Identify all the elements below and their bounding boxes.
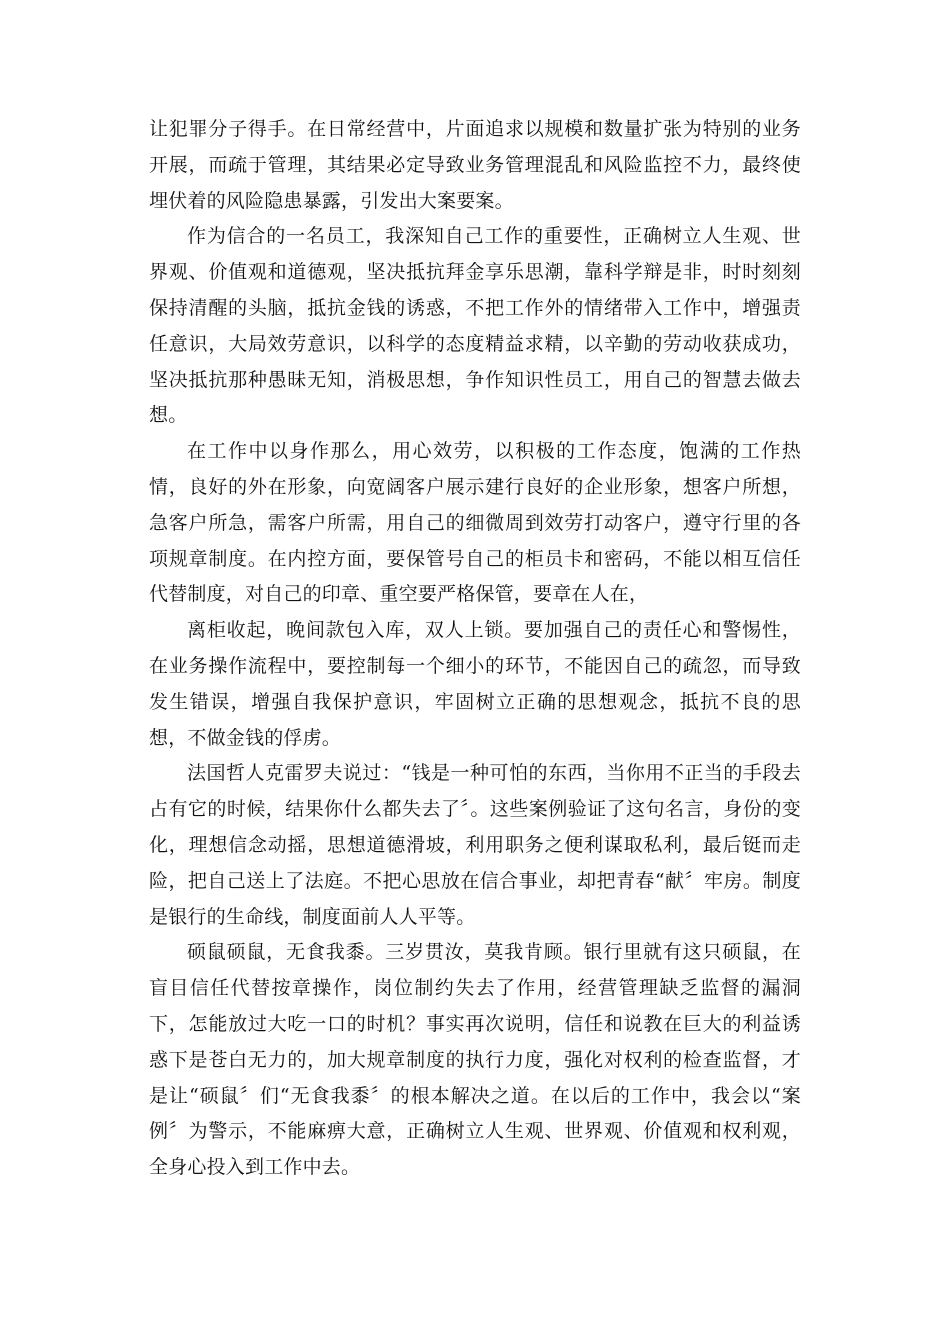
paragraph-2: 作为信合的一名员工，我深知自己工作的重要性，正确树立人生观、世界观、价值观和道德观，坚决抵抗拜金享乐思潮，靠科学辩是非，时时刻刻保持清醒的头脑，抵抗金钱的诱惑，不把工作外的情绪带入工作中，增强责任意识，大局效劳意识，以科学的态度精益求精，以辛勤的劳动收获成功，坚决抵抗那种愚昧无知，消极思想，争作知识性员工，用自己的智慧去做去想。	[149, 225, 801, 427]
paragraph-6: 硕鼠硕鼠，无食我黍。三岁贯汝，莫我肯顾。银行里就有这只硕鼠，在盲目信任代替按章操作，岗位制约失去了作用，经营管理缺乏监督的漏洞下，怎能放过大吃一口的时机？事实再次说明，信任和说教在巨大的利益诱惑下是苍白无力的，加大规章制度的执行力度，强化对权利的检查监督，才是让“硕鼠〞们“无食我黍〞的根本解决之道。在以后的工作中，我会以“案例〞为警示，不能麻痹大意，正确树立人生观、世界观、价值观和权利观，全身心投入到工作中去。	[149, 941, 801, 1179]
document-body	[149, 112, 801, 1186]
paragraph-5: 法国哲人克雷罗夫说过：“钱是一种可怕的东西，当你用不正当的手段去占有它的时候，结果你什么都失去了〞。这些案例验证了这句名言，身份的变化，理想信念动摇，思想道德滑坡，利用职务之便利谋取私利，最后铤而走险，把自己送上了法庭。不把心思放在信合事业，却把青春“献〞牢房。制度是银行的生命线，制度面前人人平等。	[149, 762, 801, 928]
paragraph-4: 离柜收起，晚间款包入库，双人上锁。要加强自己的责任心和警惕性，在业务操作流程中，要控制每一个细小的环节，不能因自己的疏忽，而导致发生错误，增强自我保护意识，牢固树立正确的思想观念，抵抗不良的思想，不做金钱的俘虏。	[149, 619, 801, 749]
paragraph-3: 在工作中以身作那么，用心效劳，以积极的工作态度，饱满的工作热情，良好的外在形象，向宽阔客户展示建行良好的企业形象，想客户所想，急客户所急，需客户所需，用自己的细微周到效劳打动客户，遵守行里的各项规章制度。在内控方面，要保管号自己的柜员卡和密码，不能以相互信任代替制度，对自己的印章、重空要严格保管，要章在人在，	[149, 440, 801, 606]
paragraph-1: 让犯罪分子得手。在日常经营中，片面追求以规模和数量扩张为特别的业务开展，而疏于管理，其结果必定导致业务管理混乱和风险监控不力，最终使埋伏着的风险隐患暴露，引发出大案要案。	[149, 118, 801, 212]
